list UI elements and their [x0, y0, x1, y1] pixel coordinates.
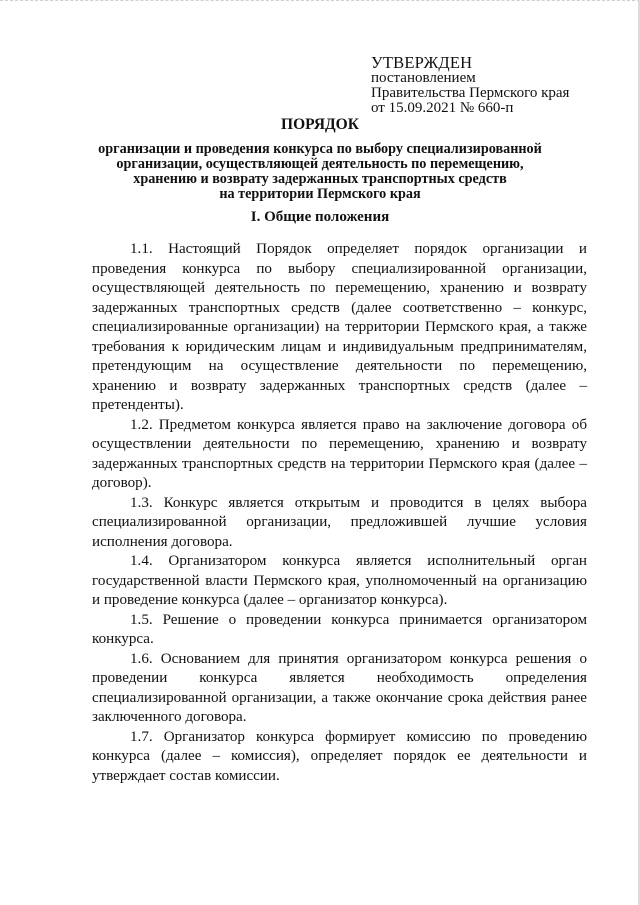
paragraph: 1.3. Конкурс является открытым и проводится в целях выбора специализированной организации, предложившей лучшие условия исполнения договора. — [92, 494, 587, 550]
paragraph: 1.2. Предметом конкурса является право на заключение договора об осуществлении деятельности по перемещению, хранению и возврату задержанных транспортных средств на территории Пермского края (далее – договор). — [92, 416, 587, 491]
approval-line: от 15.09.2021 № 660-п — [371, 100, 514, 116]
paragraph: 1.1. Настоящий Порядок определяет порядок организации и проведения конкурса по выбору специализированной организации, осуществляющей деятельность по перемещению, хранению и возврату задержанных транспортных средств (далее соответственно – конкурс, специализированные организации) на территории Пермского края, а также требования к юридическим лицам и индивидуальным предпринимателям, претендующим на осуществление деятельности по перемещению, хранению и возврату задержанных транспортных средств (далее – претенденты). — [92, 241, 587, 413]
document-subtitle — [0, 142, 640, 202]
approval-stamp — [371, 54, 569, 116]
approval-heading: УТВЕРЖДЕН — [371, 53, 473, 72]
scan-edge-top — [0, 0, 640, 4]
section-heading: I. Общие положения — [250, 209, 390, 225]
approval-line: Правительства Пермского края — [371, 85, 570, 101]
subtitle-line: на территории Пермского края — [219, 186, 421, 202]
subtitle-line: хранению и возврату задержанных транспортных средств — [133, 171, 507, 187]
paragraph: 1.6. Основанием для принятия организатором конкурса решения о проведении конкурса является необходимость определения специализированной организации, а также окончание срока действия ранее заключенного договора. — [92, 650, 587, 725]
approval-line: постановлением — [371, 70, 476, 86]
document-title: ПОРЯДОК — [281, 116, 359, 133]
paragraph: 1.7. Организатор конкурса формирует комиссию по проведению конкурса (далее – комиссия), определяет порядок ее деятельности и утверждает состав комиссии. — [92, 728, 587, 784]
subtitle-line: организации и проведения конкурса по выбору специализированной — [98, 141, 542, 157]
document-body — [92, 240, 587, 786]
subtitle-line: организации, осуществляющей деятельность по перемещению, — [116, 156, 524, 172]
paragraph: 1.4. Организатором конкурса является исполнительный орган государственной власти Пермского края, уполномоченный на организацию и проведение конкурса (далее – организатор конкурса). — [92, 553, 587, 608]
paragraph: 1.5. Решение о проведении конкурса принимается организатором конкурса. — [92, 611, 587, 647]
